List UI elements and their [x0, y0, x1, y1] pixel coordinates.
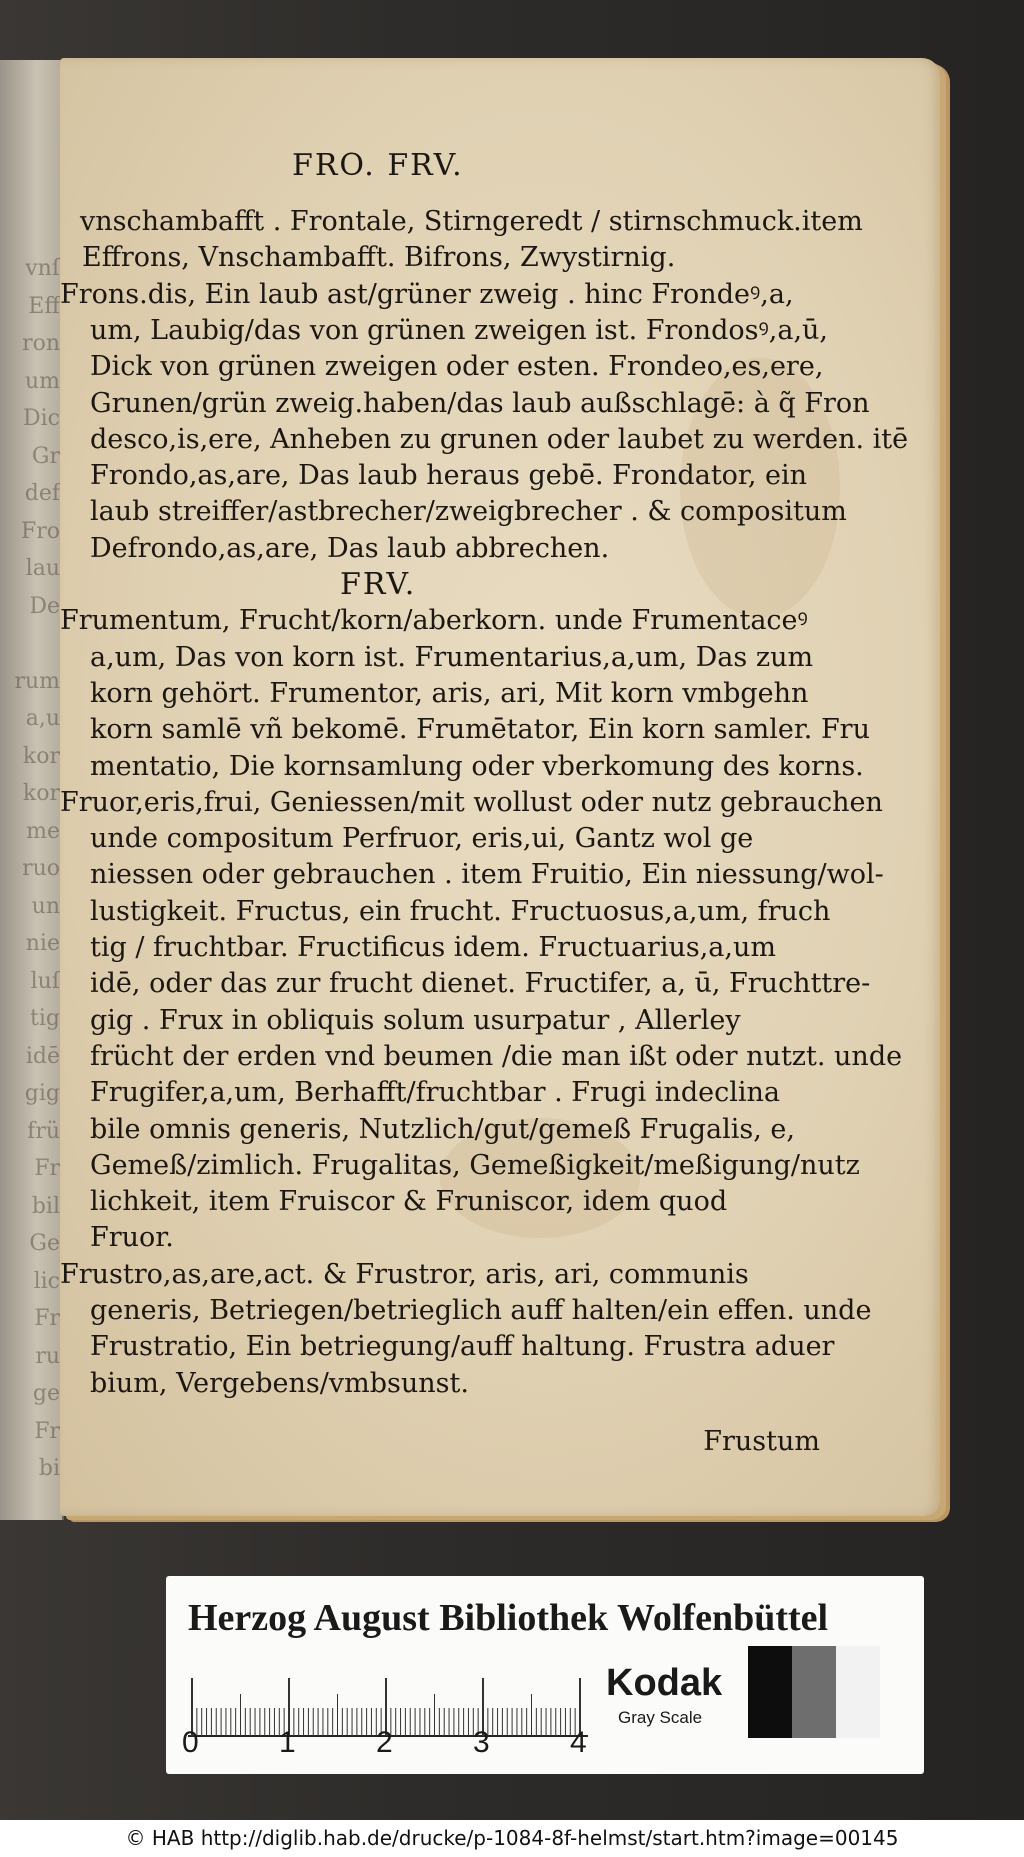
facing-page-text: vnſ Eff ron um Dic Gr def Fro lau De rum a,u kor kor me ruo un nie luſ tig idē gig frü Fr bil Ge lic Fr ru ge Fr bi	[14, 256, 60, 1481]
text-line: lichkeit, item Fruiscor & Fruniscor, idem quod	[90, 1186, 728, 1218]
text-line: bium, Vergebens/vmbsunst.	[90, 1367, 469, 1399]
facing-page-edge	[0, 60, 64, 1520]
text-line: a,um, Das von korn ist. Frumentarius,a,um, Das zum	[90, 641, 814, 673]
text-line: gig . Frux in obliquis solum usurpatur , Allerley	[90, 1004, 741, 1036]
text-line: korn samlē vñ bekomē. Frumētator, Ein korn samler. Fru	[90, 714, 870, 746]
kodak-logo: Kodak	[606, 1662, 723, 1704]
gray-swatch	[748, 1646, 792, 1738]
text-line: tig / fruchtbar. Fructificus idem. Fructuarius,a,um	[90, 932, 776, 963]
text-line: niessen oder gebrauchen . item Fruitio, Ein niessung/wol-	[90, 859, 884, 891]
color-calibration-card	[166, 1576, 924, 1774]
book-page	[60, 58, 940, 1516]
ruler-number: 4	[570, 1726, 587, 1759]
text-line: vnschambafft . Frontale, Stirngeredt / stirnschmuck.item	[80, 206, 863, 237]
running-header: FRO. FRV.	[292, 148, 464, 183]
text-line: um, Laubig/das von grünen zweigen ist. Frondosꝰ,a,ū,	[90, 314, 829, 346]
gray-swatch	[836, 1646, 880, 1738]
text-line: Grunen/grün zweig.haben/das laub außschlagē: à q̃ Fron	[90, 387, 870, 419]
text-line: Gemeß/zimlich. Frugalitas, Gemeßigkeit/meßigung/nutz	[90, 1149, 860, 1181]
text-line: lustigkeit. Fructus, ein frucht. Fructuosus,a,um, fruch	[90, 895, 831, 927]
text-line: unde compositum Perfruor, eris,ui, Gantz wol ge	[90, 823, 754, 855]
text-line: Frustratio, Ein betriegung/auff haltung. Frustra aduer	[90, 1331, 835, 1363]
library-name: Herzog August Bibliothek Wolfenbüttel	[188, 1597, 829, 1639]
text-line: Effrons, Vnschambafft. Bifrons, Zwystirnig.	[82, 242, 676, 274]
catchword: Frustum	[703, 1425, 820, 1457]
ruler-number: 0	[182, 1726, 199, 1759]
text-line: frücht der erden vnd beumen /die man ißt oder nutzt. unde	[90, 1040, 903, 1072]
text-line: Frumentum, Frucht/korn/aberkorn. unde Frumentaceꝰ	[60, 605, 808, 637]
text-line: Defrondo,as,are, Das laub abbrechen.	[90, 532, 610, 564]
text-line: Frondo,as,are, Das laub heraus gebē. Frondator, ein	[90, 460, 808, 492]
text-line: Fruor,eris,frui, Geniessen/mit wollust oder nutz gebrauchen	[60, 786, 883, 818]
text-line: korn gehört. Frumentor, aris, ari, Mit korn vmbgehn	[90, 677, 809, 709]
text-line: Frons.dis, Ein laub ast/grüner zweig . hinc Frondeꝰ,a,	[60, 278, 794, 310]
text-line: generis, Betriegen/betrieglich auff halten/ein effen. unde	[90, 1295, 872, 1326]
ruler-number: 2	[376, 1726, 393, 1759]
text-line: Frugifer,a,um, Berhafft/fruchtbar . Frugi indeclina	[90, 1077, 781, 1109]
copyright-footer: © HAB http://diglib.hab.de/drucke/p-1084-8f-helmst/start.htm?image=00145	[0, 1820, 1024, 1857]
text-line: mentatio, Die kornsamlung oder vberkomung des korns.	[90, 750, 864, 782]
text-line: laub streiffer/astbrecher/zweigbrecher . & compositum	[90, 496, 847, 528]
ruler-number: 1	[279, 1726, 296, 1759]
text-line: Fruor.	[90, 1222, 174, 1254]
text-line: Frustro,as,are,act. & Frustror, aris, ari, communis	[60, 1258, 749, 1290]
gray-scale-label: Gray Scale	[618, 1708, 703, 1727]
gray-swatch	[792, 1646, 836, 1738]
ruler-number: 3	[473, 1726, 490, 1759]
text-line: Dick von grünen zweigen oder esten. Frondeo,es,ere,	[90, 351, 824, 383]
section-heading: FRV.	[340, 567, 417, 602]
text-line: bile omnis generis, Nutzlich/gut/gemeß Frugalis, e,	[90, 1113, 795, 1145]
text-line: desco,is,ere, Anheben zu grunen oder laubet zu werden. itē	[90, 423, 909, 455]
text-line: idē, oder das zur frucht dienet. Fructifer, a, ū, Fruchttre-	[90, 968, 871, 1000]
